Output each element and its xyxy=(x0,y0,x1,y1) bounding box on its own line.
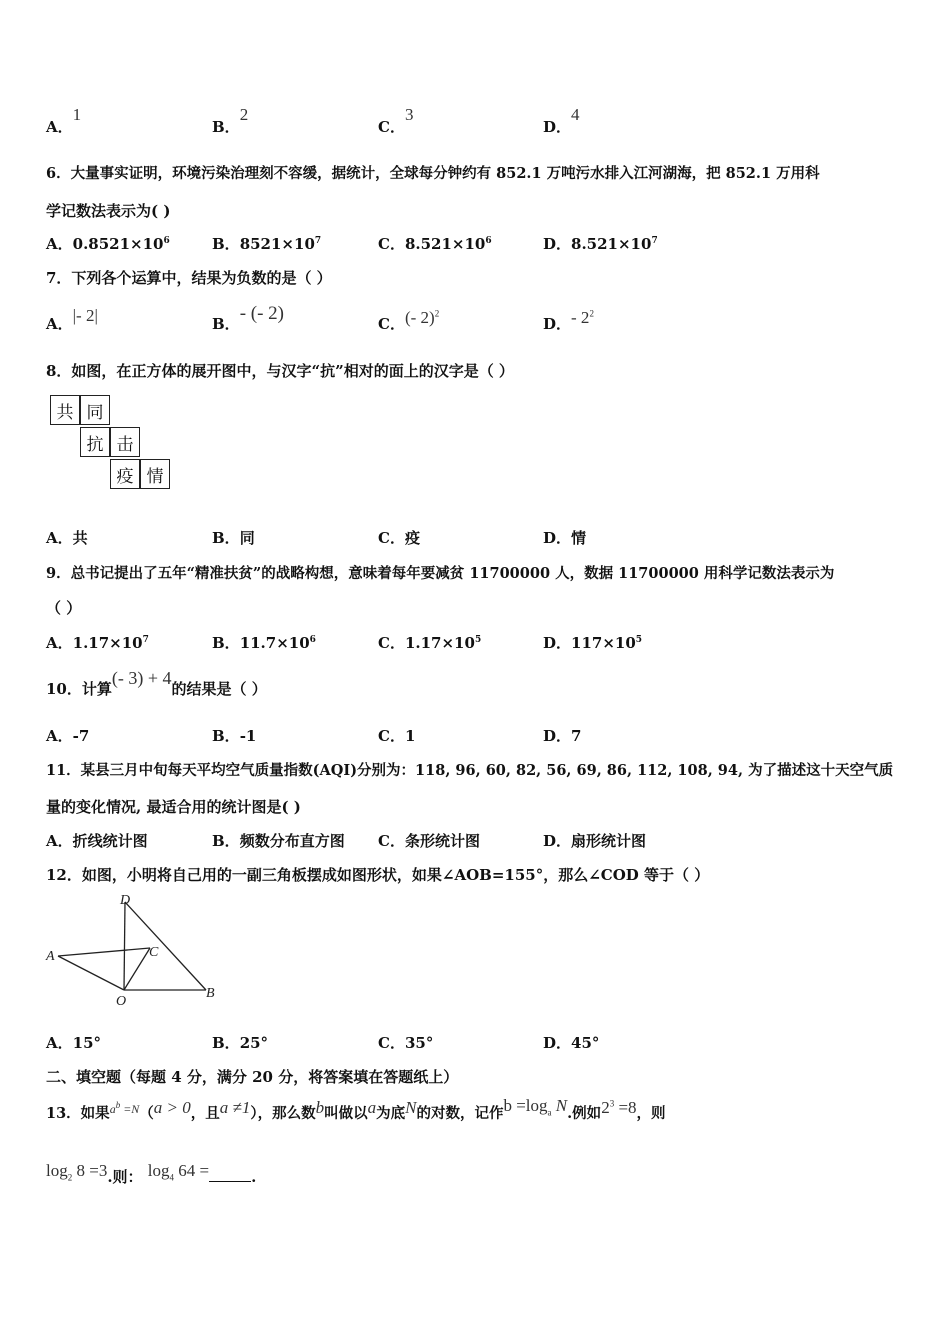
q7-option-c: C．(- 2)$^2$ xyxy=(378,308,440,333)
label-b: B xyxy=(206,986,215,1001)
q6-stem-line1: 6．大量事实证明，环境污染治理刻不容缓，据统计，全球每分钟约有 852.1 万吨污水排入江河湖海，把 852.1 万用科 xyxy=(46,165,820,182)
q6-option-d: D．$8.521\times 10^7$ xyxy=(543,235,658,253)
q12-option-d: D．45° xyxy=(543,1034,600,1052)
q7-option-d: D．- $2^2$ xyxy=(543,308,594,333)
q6-stem-line2: 学记数法表示为( ) xyxy=(46,202,171,220)
q12-stem: 12．如图，小明将自己用的一副三角板摆成如图形状，如果∠AOB=155°，那么∠COD 等于（ ） xyxy=(46,866,710,884)
q9-option-d: D．$117\times 10^5$ xyxy=(543,634,643,652)
net-cell-6: 情 xyxy=(140,459,170,489)
q11-stem-line1: 11．某县三月中旬每天平均空气质量指数(AQI)分别为：118, 96, 60, 82, 56, 69, 86, 112, 108, 94, 为了描述这十天空气质 xyxy=(46,762,894,779)
net-cell-5: 疫 xyxy=(110,459,140,489)
q6-option-c: C．$8.521\times 10^6$ xyxy=(378,235,492,253)
segment-do xyxy=(124,902,125,990)
q10-option-a: A．-7 xyxy=(46,727,90,745)
q10-stem: 10．计算(- 3) + 4的结果是（ ） xyxy=(46,668,267,698)
net-cell-4: 击 xyxy=(110,427,140,457)
q10-option-c: C．1 xyxy=(378,727,416,745)
q8-option-b: B．同 xyxy=(212,529,255,547)
q8-option-c: C．疫 xyxy=(378,529,420,547)
net-cell-3: 抗 xyxy=(80,427,110,457)
q10-option-b: B．-1 xyxy=(212,727,257,745)
q8-option-a: A．共 xyxy=(46,529,88,547)
segment-oc xyxy=(124,948,150,990)
q7-stem: 7．下列各个运算中，结果为负数的是（ ） xyxy=(46,269,332,287)
q13-answer-blank[interactable] xyxy=(209,1181,251,1182)
q11-option-a: A．折线统计图 xyxy=(46,832,148,850)
q5-option-a: A．1 xyxy=(46,105,82,136)
q5-option-b: B．2 xyxy=(212,105,249,136)
segment-ac xyxy=(58,948,150,956)
label-c: C xyxy=(149,945,159,960)
label-d: D xyxy=(120,893,131,908)
q13-stem-line2: $\log_2 8 =3$.则： $\log_4 64$ = . xyxy=(46,1161,257,1186)
q5-option-d: D．4 xyxy=(543,105,580,136)
net-cell-1: 共 xyxy=(50,395,80,425)
segment-db xyxy=(125,902,206,990)
q9-option-b: B．$11.7\times 10^6$ xyxy=(212,634,316,652)
q9-option-c: C．$1.17\times 10^5$ xyxy=(378,634,482,652)
q9-stem-line1: 9．总书记提出了五年“精准扶贫”的战略构想，意味着每年要减贫 11700000 人，数据 11700000 用科学记数法表示为 xyxy=(46,565,835,582)
q12-option-a: A．15° xyxy=(46,1034,102,1052)
q11-option-d: D．扇形统计图 xyxy=(543,832,647,850)
triangle-figure xyxy=(40,890,230,1010)
q8-stem: 8．如图，在正方体的展开图中，与汉字“抗”相对的面上的汉字是（ ） xyxy=(46,362,514,380)
net-cell-2: 同 xyxy=(80,395,110,425)
q8-option-d: D．情 xyxy=(543,529,587,547)
label-o: O xyxy=(116,994,127,1009)
q10-option-d: D．7 xyxy=(543,727,582,745)
q6-option-b: B．$8521\times 10^7$ xyxy=(212,235,322,253)
q11-stem-line2: 量的变化情况, 最适合用的统计图是( ) xyxy=(46,798,301,816)
q12-option-b: B．25° xyxy=(212,1034,269,1052)
q6-option-a: A．$0.8521\times 10^6$ xyxy=(46,235,170,253)
q13-stem-line1: 13．如果$^{a^b =N}$（a > 0，且a ≠1），那么数b叫做以a为底N的对数，记作$b =\log_a$ N.例如$2^3 =8$，则 xyxy=(46,1096,666,1122)
segment-ao xyxy=(58,956,124,990)
section-heading-fill-in: 二、填空题（每题 4 分，满分 20 分，将答案填在答题纸上） xyxy=(46,1068,459,1086)
label-a: A xyxy=(46,949,55,964)
q5-option-c: C．3 xyxy=(378,105,414,136)
q9-stem-line2: （ ） xyxy=(46,599,82,617)
q12-option-c: C．35° xyxy=(378,1034,434,1052)
q11-option-c: C．条形统计图 xyxy=(378,832,480,850)
q7-option-b: B．- (- 2) xyxy=(212,303,284,333)
q7-option-a: A．|- 2| xyxy=(46,306,98,333)
q11-option-b: B．频数分布直方图 xyxy=(212,832,345,850)
q9-option-a: A．$1.17\times 10^7$ xyxy=(46,634,149,652)
